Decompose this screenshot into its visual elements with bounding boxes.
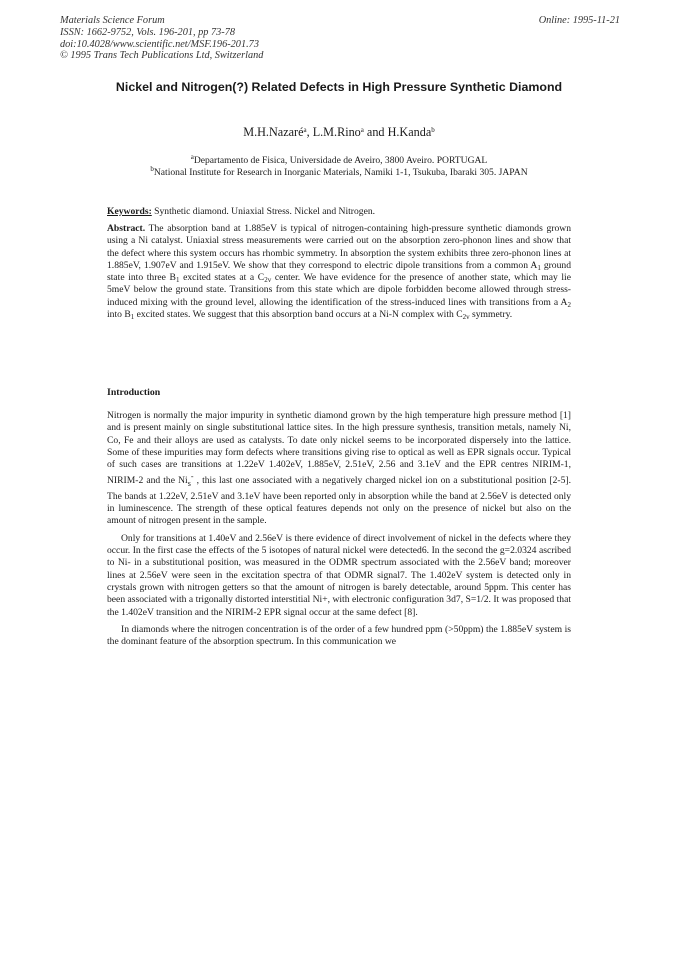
journal-header bbox=[60, 15, 263, 62]
affiliation-mark: a bbox=[303, 126, 307, 134]
paragraph: In diamonds where the nitrogen concentration is of the order of a few hundred ppm (>50ppm) the 1.885eV system is the dominant feature of the absorption spectrum. In this communication we bbox=[107, 623, 571, 648]
paragraph: Nitrogen is normally the major impurity in synthetic diamond grown by the high temperature high pressure method [1] and is present mainly on single substitutional lattice sites. In the high pressure synthesis, transition metals, namely Ni, Co, Fe and their alloys are used as catalysts. To date only nickel seems to be incorporated dispersely into the lattice. Some of these impurities may form defects where transitions giving rise to optical as well as EPR signals occur. Typical of such cases are transitions at 1.22eV 1.402eV, 1.885eV, 2.51eV, 2.56 and 3.1eV and the EPR centres NIRIM-1, NIRIM-2 and the $Ni_s^-$ , this last one associated with a negatively charged nickel ion on a substitutional position [2-5]. The bands at 1.22eV, 2.51eV and 3.1eV have been reported only in absorption while the band at 2.56eV is detected only in luminescence. The strength of these optical features depends not only on the presence of nickel but also on the amount of nitrogen present in the sample. bbox=[107, 410, 571, 527]
keywords bbox=[107, 206, 571, 218]
issn-line: ISSN: 1662-9752, Vols. 196-201, pp 73-78 bbox=[60, 26, 236, 38]
keywords-label: Keywords: bbox=[107, 206, 152, 217]
paragraph: Only for transitions at 1.40eV and 2.56eV is there evidence of direct involvement of nickel in the defects where they occur. In the first case the effects of the 5 isotopes of natural nickel were detected6. In the second the g=2.0324 ascribed to Ni- in a substitutional position, was measured in the ODMR spectrum associated with the 2.56eV band; moreover lines at 2.56eV were seen in the excitation spectra of that ODMR signal7. The 1.402eV system is detected only in crystals grown with nitrogen getters so that the amount of nitrogen is barely detectable, around 5ppm. This center has been associated with a trigonally distorted interstitial Ni+, with electronic configuration 3d7, S=1/2. It was proposed that the 1.402eV transition and the NIRIM-2 EPR signal occur at the same defect [8]. bbox=[107, 532, 571, 618]
keywords-text: Synthetic diamond. Uniaxial Stress. Nickel and Nitrogen. bbox=[154, 206, 376, 217]
journal-name: Materials Science Forum bbox=[60, 15, 165, 26]
author-name: L.M.Rino bbox=[312, 125, 361, 139]
introduction-body bbox=[107, 410, 571, 653]
author-list: M.H.Nazaré$^a$, L.M.Rino$^a$ and H.Kanda$^b$ bbox=[243, 125, 435, 139]
section-heading-introduction: Introduction bbox=[107, 387, 161, 398]
affiliation-a: $^a$Departamento de Fisica, Universidade de Aveiro, 3800 Aveiro. PORTUGAL bbox=[190, 153, 488, 166]
copyright-line: © 1995 Trans Tech Publications Ltd, Switzerland bbox=[60, 50, 264, 62]
abstract-label: Abstract. bbox=[107, 223, 146, 234]
affiliation-b: $^b$National Institute for Research in Inorganic Materials, Namiki 1-1, Tsukuba, Ibaraki 305. JAPAN bbox=[150, 165, 528, 178]
affiliation-mark: b bbox=[431, 126, 435, 134]
affiliation-mark: a bbox=[360, 126, 364, 134]
doi-line: doi:10.4028/www.scientific.net/MSF.196-201.73 bbox=[60, 38, 259, 50]
paper-title: Nickel and Nitrogen(?) Related Defects in High Pressure Synthetic Diamond bbox=[115, 80, 563, 94]
online-date: Online: 1995-11-21 bbox=[538, 15, 620, 26]
author-name: H.Kanda bbox=[387, 125, 432, 139]
author-name: M.H.Nazaré bbox=[243, 125, 304, 139]
abstract: Abstract. The absorption band at 1.885eV is typical of nitrogen-containing high-pressure synthetic diamonds grown using a Ni catalyst. Uniaxial stress measurements were carried out on the absorption zero-phonon lines and show that the defect where this system occurs has rhombic symmetry. In absorption the system exhibits three zero-phonon lines at 1.885eV, 1.907eV and 1.915eV. We show that they correspond to electric dipole transitions from a common $A_1$ ground state into three $B_1$ excited states at a $C_{2v}$ center. We have evidence for the presence of another state, which may lie 5meV below the ground state. Transitions from this state which are dipole forbidden become allowed through stress-induced mixing with the ground level, allowing the identification of the stress-induced lines with transitions from a $A_2$ into $B_1$ excited states. We suggest that this absorption band occurs at a Ni-N complex with $C_{2v}$ symmetry. bbox=[107, 223, 571, 322]
